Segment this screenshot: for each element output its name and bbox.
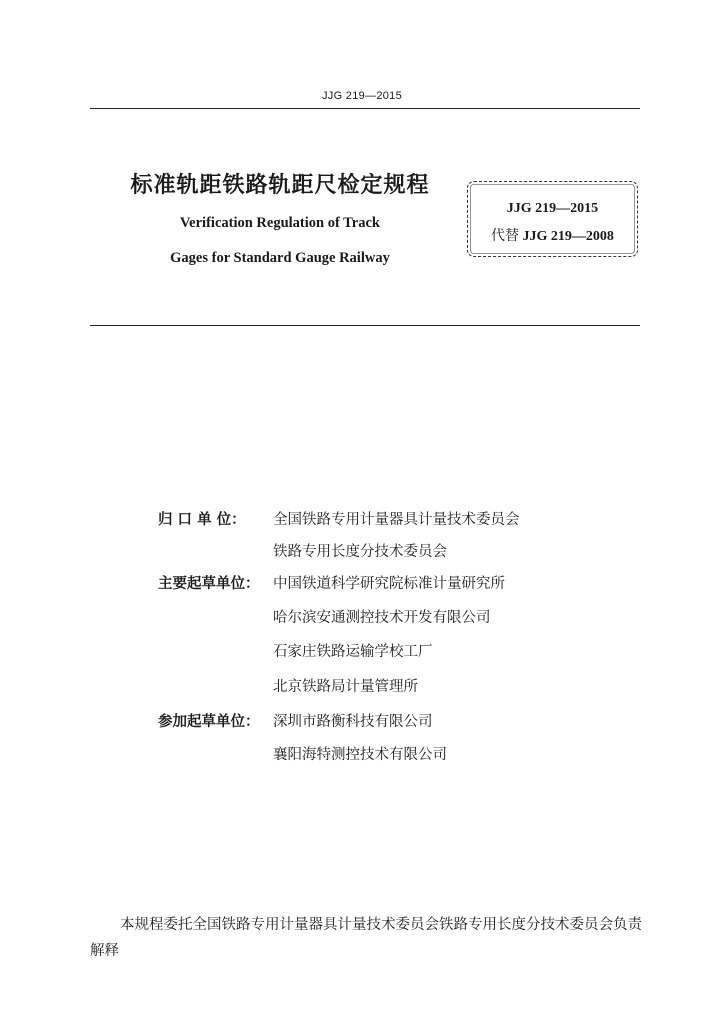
code-box-frame	[467, 181, 638, 257]
participating-unit-1: 深圳市路衡科技有限公司	[273, 714, 433, 730]
main-drafting-label: 主要起草单位：	[158, 576, 260, 592]
participating-unit-2: 襄阳海特测控技术有限公司	[273, 747, 447, 763]
title-divider	[90, 325, 640, 326]
main-drafting-unit-4: 北京铁路局计量管理所	[273, 679, 418, 695]
main-drafting-unit-2: 哈尔滨安通测控技术开发有限公司	[273, 610, 491, 626]
participating-label: 参加起草单位：	[158, 714, 260, 730]
title-chinese: 标准轨距铁路轨距尺检定规程	[130, 173, 430, 198]
main-drafting-unit-3: 石家庄铁路运输学校工厂	[273, 644, 433, 660]
responsible-unit-1: 全国铁路专用计量器具计量技术委员会	[273, 512, 520, 528]
code-box-replaces	[467, 225, 638, 245]
title-english-line1: Verification Regulation of Track	[180, 215, 380, 231]
replaces-code: JJG 219—2008	[522, 229, 614, 244]
responsible-unit-2: 铁路专用长度分技术委员会	[273, 544, 447, 560]
participating-row	[158, 710, 433, 731]
responsible-unit-row	[158, 508, 520, 529]
main-drafting-row	[158, 572, 505, 593]
replaces-prefix: 代替	[491, 228, 520, 244]
interpretation-note: 本规程委托全国铁路专用计量器具计量技术委员会铁路专用长度分技术委员会负责解释	[90, 917, 642, 959]
title-english-line2: Gages for Standard Gauge Railway	[170, 250, 390, 266]
responsible-unit-label: 归 口 单 位：	[158, 512, 246, 528]
header-standard-code: JJG 219—2015	[321, 90, 403, 102]
header-divider	[90, 108, 640, 109]
main-drafting-unit-1: 中国铁道科学研究院标准计量研究所	[273, 576, 505, 592]
code-box-code: JJG 219—2015	[506, 201, 599, 216]
